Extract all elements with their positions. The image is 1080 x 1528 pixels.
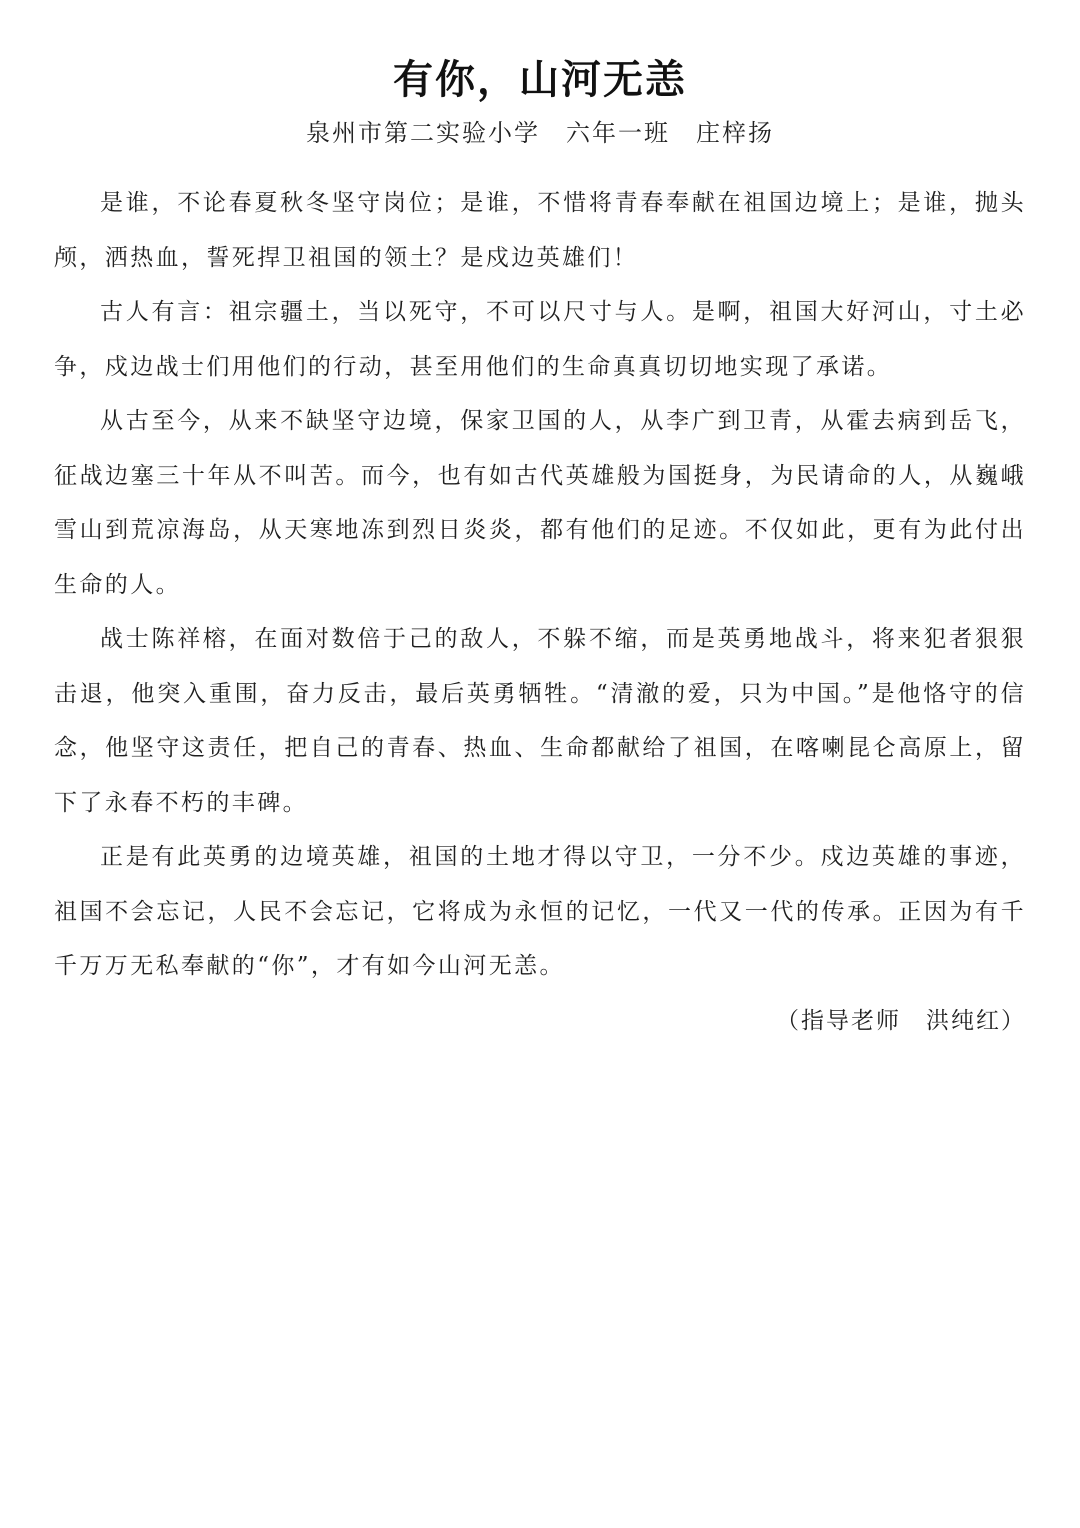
author-byline: 泉州市第二实验小学 六年一班 庄梓扬 (306, 119, 774, 147)
paragraph-3: 从古至今，从来不缺坚守边境，保家卫国的人，从李广到卫青，从霍去病到岳飞，征战边塞三十年从不叫苦。而今，也有如古代英雄般为国挺身，为民请命的人，从巍峨雪山到荒凉海岛，从天寒地冻到烈日炎炎，都有他们的足迹。不仅如此，更有为此付出生命的人。 (54, 408, 1026, 598)
paragraph-4: 战士陈祥榕，在面对数倍于己的敌人，不躲不缩，而是英勇地战斗，将来犯者狠狠击退，他突入重围，奋力反击，最后英勇牺牲。“清澈的爱，只为中国。”是他恪守的信念，他坚守这责任，把自己的青春、热血、生命都献给了祖国，在喀喇昆仑高原上，留下了永春不朽的丰碑。 (54, 626, 1026, 816)
article-title: 有你，山河无恙 (393, 57, 687, 103)
article-body (54, 176, 1026, 994)
paragraph-2: 古人有言：祖宗疆土，当以死守，不可以尺寸与人。是啊，祖国大好河山，寸土必争，戍边战士们用他们的行动，甚至用他们的生命真真切切地实现了承诺。 (54, 299, 1026, 380)
article (54, 52, 1026, 1048)
advisor-note: （指导老师 洪纯红） (776, 1007, 1026, 1034)
paragraph-5: 正是有此英勇的边境英雄，祖国的土地才得以守卫，一分不少。戍边英雄的事迹，祖国不会忘记，人民不会忘记，它将成为永恒的记忆，一代又一代的传承。正因为有千千万万无私奉献的“你”，才有如今山河无恙。 (54, 844, 1026, 979)
paragraph-1: 是谁，不论春夏秋冬坚守岗位；是谁，不惜将青春奉献在祖国边境上；是谁，抛头颅，洒热血，誓死捍卫祖国的领土？是戍边英雄们！ (54, 190, 1026, 271)
